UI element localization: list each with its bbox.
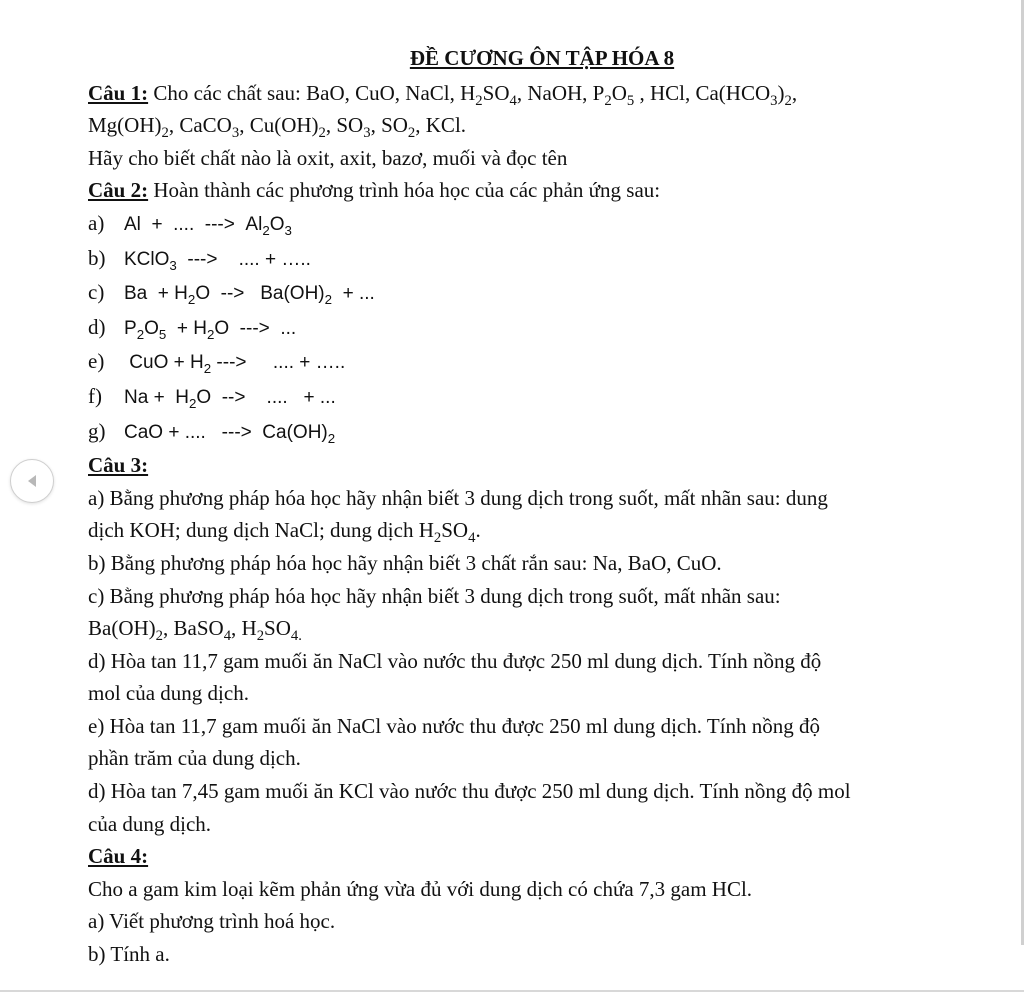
q3-part-a-text: dịch KOH; dung dịch NaCl; dung dịch xyxy=(88,518,414,543)
equation-c-label: c) xyxy=(88,280,105,305)
q4-part-b: b) Tính a. xyxy=(88,942,170,967)
q1-label: Câu 1: xyxy=(88,80,149,105)
document-body xyxy=(88,42,988,971)
equation-f-label: f) xyxy=(88,383,102,408)
q3-part-a-line-1: a) Bằng phương pháp hóa học hãy nhận biết 3 dung dịch trong suốt, mất nhãn sau: dung xyxy=(88,485,828,510)
equation-e-label: e) xyxy=(88,349,105,374)
q1-line-1: Câu 1: Cho các chất sau: BaO, CuO, NaCl, $H_2SO_4$, NaOH, $P_2O_5$ , HCl, $Ca(HCO_3)_2$, xyxy=(88,80,798,109)
q1-hint: Hãy cho biết chất nào là oxit, axit, bazơ, muối và đọc tên xyxy=(88,145,568,170)
equation-b: b) KClO$_3$ ---> .... + ….. xyxy=(88,242,988,277)
equation-d-label: d) xyxy=(88,314,106,339)
q3-part-d2-line-1: d) Hòa tan 7,45 gam muối ăn KCl vào nước thu được 250 ml dung dịch. Tính nồng độ mol xyxy=(88,779,851,804)
equation-a: a) Al + .... ---> $Al_2O_3$ xyxy=(88,207,988,242)
previous-page-button[interactable] xyxy=(10,459,54,503)
equation-g-label: g) xyxy=(88,418,106,443)
q3-part-c-line-2: $Ba(OH)_2$, BaSO$_4$, $H_2SO_{4.}$ xyxy=(88,616,302,645)
q2-text: Hoàn thành các phương trình hóa học của các phản ứng sau: xyxy=(153,178,661,203)
page-title: ĐỀ CƯƠNG ÔN TẬP HÓA 8 xyxy=(409,46,675,70)
equation-f: f) $Na + H_2O$ --> .... + ... xyxy=(88,380,988,415)
equation-e: e) CuO + $H_2$ ---> .... + ….. xyxy=(88,345,988,380)
q4-part-a: a) Viết phương trình hoá học. xyxy=(88,909,336,934)
equation-g: g) CaO + .... ---> $Ca(OH)_2$ xyxy=(88,415,988,450)
q2-line xyxy=(88,174,988,207)
q3-heading xyxy=(88,449,988,482)
q3-part-d-line-2: mol của dung dịch. xyxy=(88,681,249,706)
q3-part-a-line-2: dịch KOH; dung dịch NaCl; dung dịch $H_2SO_4$. xyxy=(88,518,481,547)
q3-part-d2-line-2: của dung dịch. xyxy=(88,811,212,836)
equation-b-label: b) xyxy=(88,245,106,270)
q3-part-c-line-1: c) Bằng phương pháp hóa học hãy nhận biết 3 dung dịch trong suốt, mất nhãn sau: xyxy=(88,583,781,608)
q4-label: Câu 4: xyxy=(88,844,149,869)
q3-part-e-line-2: phần trăm của dung dịch. xyxy=(88,746,301,771)
q4-text: Cho a gam kim loại kẽm phản ứng vừa đủ với dung dịch có chứa 7,3 gam HCl. xyxy=(88,876,753,901)
q3-label: Câu 3: xyxy=(88,453,149,478)
q3-part-e-line-1: e) Hòa tan 11,7 gam muối ăn NaCl vào nước thu được 250 ml dung dịch. Tính nồng độ xyxy=(88,713,821,738)
chevron-left-icon xyxy=(25,473,39,489)
q1-line-2: $Mg(OH)_2$, CaCO$_3$, $Cu(OH)_2$, $SO_3$, $SO_2$, KCl. xyxy=(88,113,467,142)
q2-label: Câu 2: xyxy=(88,178,149,203)
q4-heading xyxy=(88,840,988,873)
q1-intro: Cho các chất sau: xyxy=(153,80,301,105)
q3-part-b: b) Bằng phương pháp hóa học hãy nhận biết 3 chất rắn sau: Na, BaO, CuO. xyxy=(88,550,722,575)
q3-part-d-line-1: d) Hòa tan 11,7 gam muối ăn NaCl vào nước thu được 250 ml dung dịch. Tính nồng độ xyxy=(88,648,822,673)
equation-a-label: a) xyxy=(88,210,105,235)
equation-d: d) $P_2O_5 + H_2O$ ---> ... xyxy=(88,311,988,346)
equation-c: c) $Ba + H_2O$ --> $Ba(OH)_2$ + ... xyxy=(88,276,988,311)
